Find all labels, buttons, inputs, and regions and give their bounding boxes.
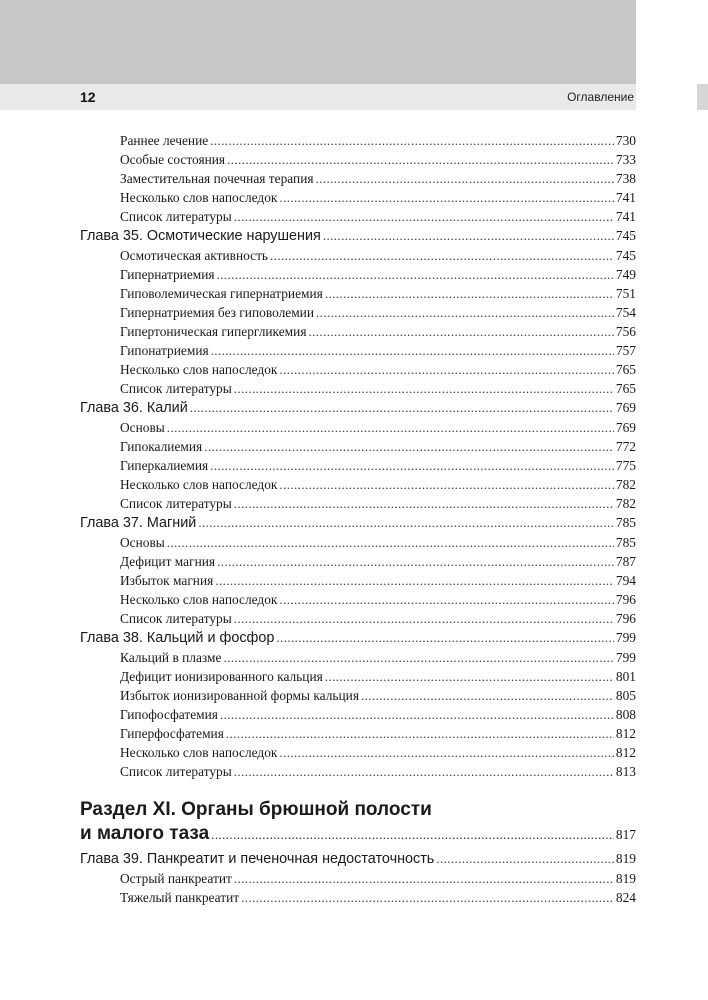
toc-entry-page: 765 <box>615 362 636 377</box>
toc-entry-title: Несколько слов напоследок <box>120 362 278 377</box>
toc-chapter-page: 745 <box>615 228 636 243</box>
toc-entry-page: 775 <box>615 458 636 473</box>
toc-entry[interactable] <box>80 475 636 494</box>
leader-dots <box>279 188 613 207</box>
toc-entry[interactable] <box>80 437 636 456</box>
toc-entry-page: 749 <box>615 267 636 282</box>
toc-entry[interactable] <box>80 456 636 475</box>
toc-entry[interactable] <box>80 150 636 169</box>
toc-entry-title: Избыток магния <box>120 573 214 588</box>
running-header <box>0 84 636 110</box>
toc-entry-title: Основы <box>120 535 165 550</box>
toc-chapter-page: 799 <box>615 630 636 645</box>
leader-dots <box>217 265 614 284</box>
toc-entry-title: Гипокалиемия <box>120 439 203 454</box>
toc-entry-page: 782 <box>615 496 636 511</box>
toc-entry-title: Заместительная почечная терапия <box>120 171 314 186</box>
leader-dots <box>204 437 614 456</box>
toc-entry-title: Список литературы <box>120 381 232 396</box>
toc-chapter-title: Глава 35. Осмотические нарушения <box>80 228 321 244</box>
leader-dots <box>234 379 614 398</box>
toc-entry-page: 733 <box>615 152 636 167</box>
toc-entry-title: Острый панкреатит <box>120 871 232 886</box>
toc-chapter-title: Глава 36. Калий <box>80 400 188 416</box>
toc-section-page: 817 <box>615 827 636 842</box>
toc-chapter[interactable] <box>80 513 636 533</box>
toc-entry-title: Список литературы <box>120 611 232 626</box>
leader-dots <box>211 822 614 847</box>
toc-entry[interactable] <box>80 284 636 303</box>
toc-entry[interactable] <box>80 169 636 188</box>
toc-entry-page: 799 <box>615 650 636 665</box>
toc-entry[interactable] <box>80 609 636 628</box>
toc-entry-title: Несколько слов напоследок <box>120 745 278 760</box>
toc-entry-page: 757 <box>615 343 636 358</box>
header-color-band <box>0 0 636 84</box>
toc-chapter-page: 769 <box>615 400 636 415</box>
toc-entry[interactable] <box>80 207 636 226</box>
leader-dots <box>279 590 613 609</box>
toc-entry-page: 754 <box>615 305 636 320</box>
toc-entry-title: Список литературы <box>120 764 232 779</box>
toc-entry-title: Гипернатриемия без гиповолемии <box>120 305 315 320</box>
toc-entry-title: Гипертоническая гипергликемия <box>120 324 307 339</box>
leader-dots <box>226 724 614 743</box>
toc-entry[interactable] <box>80 888 636 907</box>
toc-entry-title: Особые состояния <box>120 152 226 167</box>
toc-entry-title: Кальций в плазме <box>120 650 222 665</box>
toc-entry-title: Список литературы <box>120 209 232 224</box>
toc-entry-page: 741 <box>615 190 636 205</box>
toc-chapter-title: Глава 37. Магний <box>80 515 197 531</box>
toc-entry[interactable] <box>80 743 636 762</box>
toc-entry[interactable] <box>80 533 636 552</box>
toc-entry[interactable] <box>80 869 636 888</box>
running-title: Оглавление <box>567 90 634 104</box>
toc-entry[interactable] <box>80 265 636 284</box>
toc-entry[interactable] <box>80 418 636 437</box>
toc-entry-page: 805 <box>615 688 636 703</box>
toc-entry-page: 769 <box>615 420 636 435</box>
toc-entry[interactable] <box>80 131 636 150</box>
toc-entry[interactable] <box>80 303 636 322</box>
toc-entry-page: 745 <box>615 248 636 263</box>
toc-chapter[interactable] <box>80 226 636 246</box>
toc-chapter[interactable] <box>80 628 636 648</box>
toc-entry[interactable] <box>80 246 636 265</box>
leader-dots <box>308 322 613 341</box>
leader-dots <box>167 533 614 552</box>
toc-entry-page: 824 <box>615 890 636 905</box>
toc-entry-title: Гиперкалиемия <box>120 458 209 473</box>
toc-chapter-page: 785 <box>615 515 636 530</box>
toc-entry-title: Тяжелый панкреатит <box>120 890 240 905</box>
toc-entry-page: 751 <box>615 286 636 301</box>
toc-entry[interactable] <box>80 571 636 590</box>
toc-entry[interactable] <box>80 552 636 571</box>
leader-dots <box>217 552 614 571</box>
toc-entry-title: Гиповолемическая гипернатриемия <box>120 286 323 301</box>
toc-entry-title: Гипонатриемия <box>120 343 209 358</box>
leader-dots <box>361 686 614 705</box>
leader-dots <box>436 849 614 869</box>
toc-entry-title: Несколько слов напоследок <box>120 190 278 205</box>
leader-dots <box>325 284 614 303</box>
leader-dots <box>323 226 614 246</box>
toc-entry-page: 785 <box>615 535 636 550</box>
toc-chapter[interactable] <box>80 398 636 418</box>
toc-entry-title: Несколько слов напоследок <box>120 477 278 492</box>
leader-dots <box>234 762 614 781</box>
leader-dots <box>234 207 614 226</box>
leader-dots <box>220 705 614 724</box>
toc-entry-page: 819 <box>615 871 636 886</box>
toc-entry-title: Дефицит магния <box>120 554 216 569</box>
toc-entry-title: Дефицит ионизированного кальция <box>120 669 323 684</box>
toc-entry-page: 756 <box>615 324 636 339</box>
leader-dots <box>234 869 614 888</box>
toc-entry-page: 782 <box>615 477 636 492</box>
leader-dots <box>316 303 614 322</box>
leader-dots <box>279 743 613 762</box>
page-number: 12 <box>80 89 96 105</box>
toc-entry[interactable] <box>80 648 636 667</box>
leader-dots <box>279 475 613 494</box>
leader-dots <box>227 150 614 169</box>
leader-dots <box>270 246 614 265</box>
toc-entry-page: 741 <box>615 209 636 224</box>
toc-chapter-title: Глава 39. Панкреатит и печеночная недостаточность <box>80 851 435 867</box>
toc-entry[interactable] <box>80 494 636 513</box>
toc-entry-title: Основы <box>120 420 165 435</box>
toc-entry-title: Гиперфосфатемия <box>120 726 224 741</box>
page-edge-strip <box>697 84 708 110</box>
leader-dots <box>234 609 614 628</box>
toc-chapter[interactable] <box>80 849 636 869</box>
leader-dots <box>215 571 614 590</box>
toc-entry-page: 772 <box>615 439 636 454</box>
leader-dots <box>167 418 614 437</box>
toc-entry-title: Избыток ионизированной формы кальция <box>120 688 359 703</box>
toc-entry[interactable] <box>80 360 636 379</box>
toc-entry-title: Гипернатриемия <box>120 267 215 282</box>
toc-entry-page: 796 <box>615 611 636 626</box>
toc-chapter-title: Глава 38. Кальций и фосфор <box>80 630 275 646</box>
toc-entry-title: Осмотическая активность <box>120 248 269 263</box>
toc-entry-page: 787 <box>615 554 636 569</box>
toc-section-title[interactable]: Раздел XI. Органы брюшной полости <box>80 799 432 820</box>
leader-dots <box>210 131 614 150</box>
leader-dots <box>279 360 613 379</box>
table-of-contents <box>80 131 636 907</box>
toc-entry-title: Несколько слов напоследок <box>120 592 278 607</box>
toc-entry-page: 813 <box>615 764 636 779</box>
toc-entry-page: 812 <box>615 745 636 760</box>
toc-entry-page: 794 <box>615 573 636 588</box>
toc-entry[interactable] <box>80 322 636 341</box>
toc-entry-page: 738 <box>615 171 636 186</box>
toc-entry-page: 730 <box>615 133 636 148</box>
toc-chapter-page: 819 <box>615 851 636 866</box>
toc-entry-title: Раннее лечение <box>120 133 209 148</box>
leader-dots <box>234 494 614 513</box>
toc-entry[interactable] <box>80 341 636 360</box>
toc-entry-page: 808 <box>615 707 636 722</box>
toc-section-title-cont: и малого таза <box>80 823 210 844</box>
toc-entry[interactable] <box>80 379 636 398</box>
toc-entry-page: 812 <box>615 726 636 741</box>
leader-dots <box>210 456 614 475</box>
toc-entry[interactable] <box>80 762 636 781</box>
toc-entry-title: Гипофосфатемия <box>120 707 218 722</box>
toc-entry[interactable] <box>80 686 636 705</box>
toc-entry-page: 801 <box>615 669 636 684</box>
leader-dots <box>198 513 614 533</box>
leader-dots <box>276 628 614 648</box>
toc-entry[interactable] <box>80 188 636 207</box>
leader-dots <box>241 888 614 907</box>
leader-dots <box>223 648 613 667</box>
toc-entry-page: 765 <box>615 381 636 396</box>
toc-entry-title: Список литературы <box>120 496 232 511</box>
leader-dots <box>325 667 614 686</box>
toc-entry[interactable] <box>80 590 636 609</box>
leader-dots <box>190 398 614 418</box>
toc-entry[interactable] <box>80 705 636 724</box>
toc-entry[interactable] <box>80 667 636 686</box>
toc-section-title-line2[interactable] <box>80 822 636 847</box>
toc-entry[interactable] <box>80 724 636 743</box>
leader-dots <box>316 169 614 188</box>
toc-entry-page: 796 <box>615 592 636 607</box>
leader-dots <box>211 341 614 360</box>
